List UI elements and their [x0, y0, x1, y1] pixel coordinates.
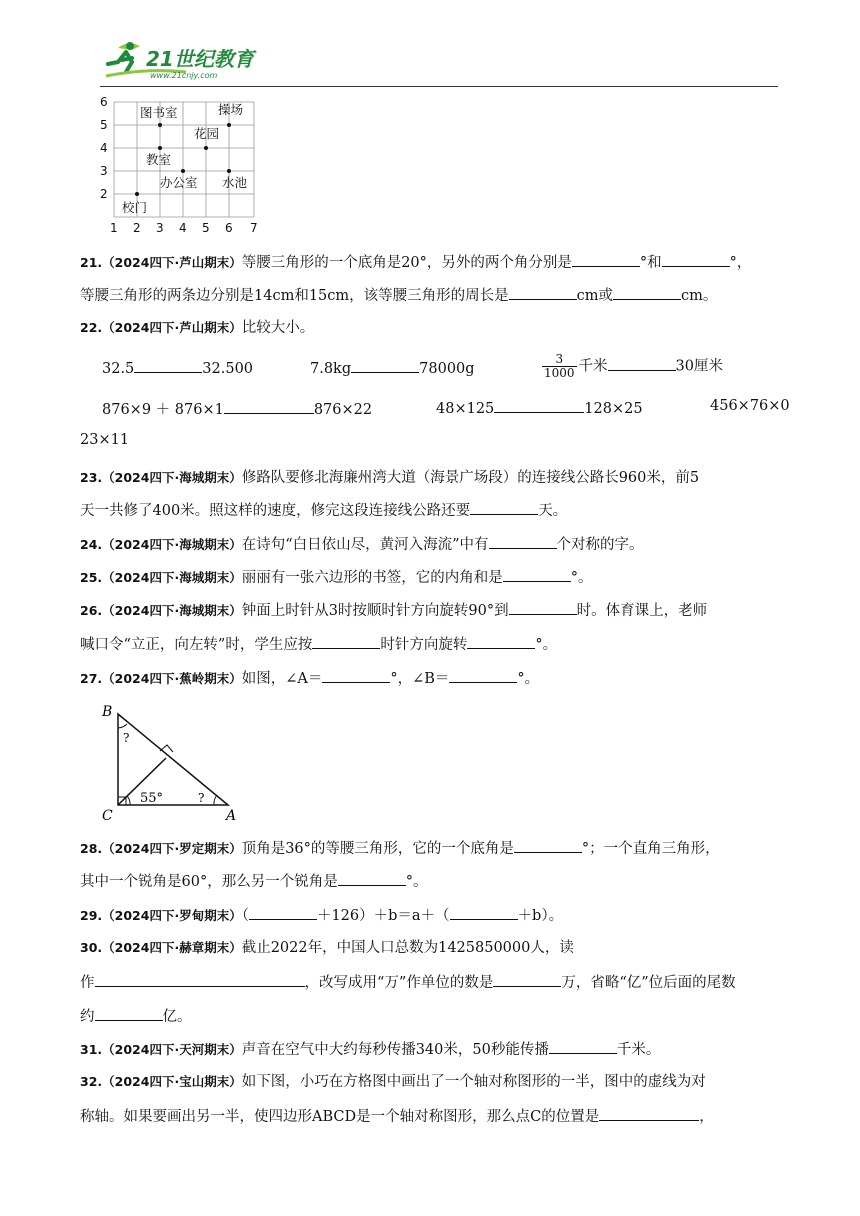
answer-blank[interactable]	[95, 1006, 163, 1021]
question-30-line-2: 作 ，改写成用“万”作单位的数是 万，省略“亿”位后面的尾数	[80, 972, 780, 993]
angle-label-a-unknown: ?	[198, 791, 205, 805]
answer-blank[interactable]	[509, 600, 577, 615]
label-office: 办公室	[160, 175, 198, 190]
question-21-line-2: 等腰三角形的两条边分别是14cm和15cm，该等腰三角形的周长是 cm或 cm。	[80, 285, 780, 306]
answer-blank[interactable]	[662, 252, 730, 267]
answer-blank[interactable]	[449, 668, 517, 683]
answer-blank[interactable]	[322, 668, 390, 683]
answer-blank[interactable]	[450, 905, 518, 920]
question-32-line-2: 称轴。如果要画出另一半，使四边形ABCD是一个轴对称图形，那么点C的位置是 ，	[80, 1106, 780, 1127]
point-office	[181, 169, 185, 173]
label-playground: 操场	[218, 102, 244, 117]
school-map-figure	[90, 92, 270, 242]
x-tick-7: 7	[250, 221, 258, 235]
y-tick-5: 5	[100, 118, 108, 132]
question-28: 28.（2024四下·罗定期末）顶角是36°的等腰三角形，它的一个底角是 °；一个直角三角形，	[80, 838, 780, 859]
point-pool	[227, 169, 231, 173]
point-garden	[204, 146, 208, 150]
fraction: $\frac{3}{1000}$	[544, 352, 575, 380]
question-26-line-2: 喊口令“立正，向左转”时，学生应按 时针方向旋转 °。	[80, 634, 780, 655]
runner-logo-icon	[100, 38, 270, 84]
compare-5: 48×125 128×25	[436, 398, 643, 417]
angle-arc-a	[214, 795, 217, 805]
point-library	[158, 123, 162, 127]
label-library: 图书室	[140, 105, 178, 120]
question-21: 21.（2024四下·芦山期末）等腰三角形的一个底角是20°，另外的两个角分别是 °和 °，	[80, 252, 780, 273]
right-triangle-figure	[98, 700, 248, 825]
answer-blank[interactable]	[599, 1106, 699, 1121]
angle-label-b-unknown: ?	[123, 731, 130, 745]
answer-blank[interactable]	[134, 358, 202, 373]
answer-blank[interactable]	[489, 534, 557, 549]
x-tick-1: 1	[110, 221, 118, 235]
triangle-outline	[118, 714, 228, 805]
compare-3: $\frac{3}{1000}$ 千米 30厘米	[544, 352, 723, 380]
logo-text: 21世纪教育	[146, 47, 254, 71]
vertex-label-b: B	[102, 704, 113, 720]
compare-6: 456×76×0	[710, 398, 790, 414]
answer-blank[interactable]	[613, 285, 681, 300]
label-classroom: 教室	[146, 152, 172, 167]
question-32: 32.（2024四下·宝山期末）如下图，小巧在方格图中画出了一个轴对称图形的一半，图中的虚线为对	[80, 1074, 706, 1090]
x-tick-3: 3	[156, 221, 164, 235]
y-tick-2: 2	[100, 187, 108, 201]
answer-blank[interactable]	[467, 634, 535, 649]
y-tick-4: 4	[100, 141, 108, 155]
question-22: 22.（2024四下·芦山期末）比较大小。	[80, 320, 315, 336]
answer-blank[interactable]	[338, 871, 406, 886]
point-gate	[135, 192, 139, 196]
answer-blank[interactable]	[224, 399, 314, 414]
answer-blank[interactable]	[470, 500, 538, 515]
answer-blank[interactable]	[249, 905, 317, 920]
answer-blank[interactable]	[509, 285, 577, 300]
answer-blank[interactable]	[493, 972, 561, 987]
answer-blank[interactable]	[549, 1039, 617, 1054]
header-divider	[100, 86, 778, 87]
compare-4: 876×9 ＋ 876×1 876×22	[102, 398, 372, 419]
question-24: 24.（2024四下·海城期末）在诗句“白日依山尽，黄河入海流”中有 个对称的字。	[80, 534, 780, 555]
question-23-line-2: 天一共修了400米。照这样的速度，修完这段连接线公路还要 天。	[80, 500, 780, 521]
point-playground	[227, 123, 231, 127]
x-tick-2: 2	[133, 221, 141, 235]
label-pool: 水池	[222, 175, 248, 190]
question-30-line-3: 约 亿。	[80, 1006, 780, 1027]
angle-label-55: 55°	[140, 791, 164, 806]
label-garden: 花园	[194, 126, 220, 141]
answer-blank[interactable]	[494, 398, 584, 413]
compare-2: 7.8kg 78000g	[310, 358, 475, 377]
question-23: 23.（2024四下·海城期末）修路队要修北海廉州湾大道（海景广场段）的连接线公路长960米，前5	[80, 470, 700, 486]
answer-blank[interactable]	[503, 567, 571, 582]
answer-blank[interactable]	[572, 252, 640, 267]
x-tick-6: 6	[225, 221, 233, 235]
label-gate: 校门	[122, 200, 148, 215]
question-27: 27.（2024四下·蕉岭期末）如图，∠A＝ °，∠B＝ °。	[80, 668, 780, 689]
answer-blank[interactable]	[608, 356, 676, 371]
point-classroom	[158, 146, 162, 150]
angle-arc-55	[127, 796, 130, 805]
question-26: 26.（2024四下·海城期末）钟面上时针从3时按顺时针方向旋转90°到 时。体育课上，老师	[80, 600, 780, 621]
vertex-label-c: C	[102, 808, 113, 824]
question-28-line-2: 其中一个锐角是60°，那么另一个锐角是 °。	[80, 871, 780, 892]
question-30: 30.（2024四下·赫章期末）截止2022年，中国人口总数为1425850000人，读	[80, 940, 574, 956]
compare-1: 32.5 32.500	[102, 358, 253, 377]
answer-blank[interactable]	[95, 972, 305, 987]
answer-blank[interactable]	[312, 634, 380, 649]
question-29: 29.（2024四下·罗甸期末）（ ＋126）＋b＝a＋（ ＋b）。	[80, 905, 780, 926]
question-25: 25.（2024四下·海城期末）丽丽有一张六边形的书签，它的内角和是 °。	[80, 567, 780, 588]
x-tick-4: 4	[179, 221, 187, 235]
question-31: 31.（2024四下·天河期末）声音在空气中大约每秒传播340米，50秒能传播 千米。	[80, 1039, 780, 1060]
angle-arc-b	[118, 724, 127, 728]
compare-6-continued: 23×11	[80, 432, 130, 448]
y-tick-3: 3	[100, 164, 108, 178]
x-tick-5: 5	[202, 221, 210, 235]
vertex-label-a: A	[226, 808, 237, 824]
y-tick-6: 6	[100, 95, 108, 109]
answer-blank[interactable]	[351, 358, 419, 373]
answer-blank[interactable]	[514, 838, 582, 853]
site-logo	[100, 38, 270, 84]
logo-url: www.21cnjy.com	[150, 71, 218, 80]
